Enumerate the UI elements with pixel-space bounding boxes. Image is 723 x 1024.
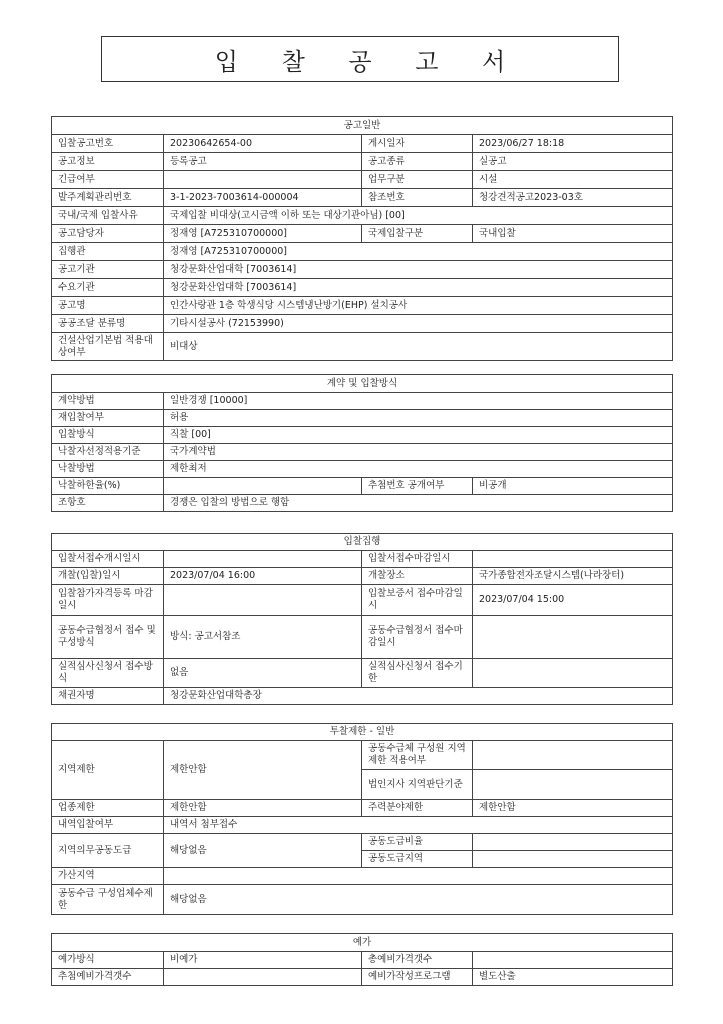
field-label: 채권자명 bbox=[52, 688, 164, 705]
field-value: 청강문화산업대학 [7003614] bbox=[164, 279, 673, 297]
field-label: 공동수급체 구성원 지역제한 적용여부 bbox=[362, 741, 473, 770]
field-label: 공고명 bbox=[52, 297, 164, 315]
field-value: 청강견적공고2023-03호 bbox=[473, 189, 673, 207]
field-value: 2023/07/04 15:00 bbox=[473, 585, 673, 616]
field-label: 예가방식 bbox=[52, 952, 164, 969]
field-value: 국가계약법 bbox=[164, 444, 673, 461]
section-header: 공고일반 bbox=[52, 117, 673, 135]
field-label: 공동수급협정서 접수마감일시 bbox=[362, 616, 473, 659]
field-label: 국내/국제 입찰사유 bbox=[52, 207, 164, 225]
field-value: 실공고 bbox=[473, 153, 673, 171]
field-value: 제한안함 bbox=[473, 800, 673, 817]
field-label: 총예비가격갯수 bbox=[362, 952, 473, 969]
field-label: 입찰참가자격등록 마감일시 bbox=[52, 585, 164, 616]
field-label: 추첨번호 공개여부 bbox=[362, 478, 473, 495]
section-price-table bbox=[51, 933, 673, 986]
field-value: 기타시설공사 (72153990) bbox=[164, 315, 673, 333]
field-value: 내역서 첨부접수 bbox=[164, 817, 673, 834]
field-value bbox=[164, 478, 362, 495]
field-label: 입찰방식 bbox=[52, 427, 164, 444]
field-label: 재입찰여부 bbox=[52, 410, 164, 427]
field-label: 지역제한 bbox=[52, 741, 164, 800]
section-execution-table bbox=[51, 533, 673, 705]
field-value: 해당없음 bbox=[164, 834, 362, 868]
field-label: 수요기관 bbox=[52, 279, 164, 297]
field-label: 게시일자 bbox=[362, 135, 473, 153]
field-label: 업종제한 bbox=[52, 800, 164, 817]
field-value: 제한최저 bbox=[164, 461, 673, 478]
field-value: 직찰 [00] bbox=[164, 427, 673, 444]
field-value: 경쟁은 입찰의 방법으로 행함 bbox=[164, 495, 673, 512]
field-label: 공동수급 구성업체수제한 bbox=[52, 885, 164, 915]
field-value: 청강문화산업대학총장 bbox=[164, 688, 673, 705]
field-value bbox=[164, 868, 673, 885]
field-label: 추첨예비가격갯수 bbox=[52, 969, 164, 986]
field-label: 국제입찰구분 bbox=[362, 225, 473, 243]
field-value: 별도산출 bbox=[473, 969, 673, 986]
field-value bbox=[164, 551, 362, 568]
field-label: 개찰(입찰)일시 bbox=[52, 568, 164, 585]
field-label: 조항호 bbox=[52, 495, 164, 512]
field-value: 없음 bbox=[164, 659, 362, 688]
field-value: 시설 bbox=[473, 171, 673, 189]
field-label: 건설산업기본법 적용대상여부 bbox=[52, 333, 164, 361]
field-value: 등록공고 bbox=[164, 153, 362, 171]
field-value bbox=[473, 551, 673, 568]
field-label: 공고담당자 bbox=[52, 225, 164, 243]
field-label: 입찰공고번호 bbox=[52, 135, 164, 153]
section-header: 입찰집행 bbox=[52, 534, 673, 551]
field-value: 제한안함 bbox=[164, 741, 362, 800]
field-label: 실적심사신청서 접수기한 bbox=[362, 659, 473, 688]
field-value: 국가종합전자조달시스템(나라장터) bbox=[473, 568, 673, 585]
section-header: 투찰제한 - 일반 bbox=[52, 724, 673, 741]
field-value bbox=[473, 952, 673, 969]
field-value: 정재영 [A725310700000] bbox=[164, 225, 362, 243]
field-value bbox=[473, 741, 673, 770]
field-value: 해당없음 bbox=[164, 885, 673, 915]
field-value: 비공개 bbox=[473, 478, 673, 495]
field-value: 국내입찰 bbox=[473, 225, 673, 243]
field-value: 2023/07/04 16:00 bbox=[164, 568, 362, 585]
field-label: 긴급여부 bbox=[52, 171, 164, 189]
field-label: 예비가작성프로그램 bbox=[362, 969, 473, 986]
field-label: 주력분야제한 bbox=[362, 800, 473, 817]
field-label: 공동도급지역 bbox=[362, 851, 473, 868]
field-label: 공동수급협정서 접수 및 구성방식 bbox=[52, 616, 164, 659]
field-value: 정재영 [A725310700000] bbox=[164, 243, 673, 261]
field-value: 방식: 공고서참조 bbox=[164, 616, 362, 659]
document-title-box bbox=[101, 36, 619, 82]
field-label: 낙찰방법 bbox=[52, 461, 164, 478]
section-contract-table bbox=[51, 374, 673, 512]
field-label: 개찰장소 bbox=[362, 568, 473, 585]
field-value: 허용 bbox=[164, 410, 673, 427]
field-value: 인간사랑관 1층 학생식당 시스템냉난방기(EHP) 설치공사 bbox=[164, 297, 673, 315]
field-label: 공고정보 bbox=[52, 153, 164, 171]
field-label: 발주계획관리번호 bbox=[52, 189, 164, 207]
field-label: 지역의무공동도급 bbox=[52, 834, 164, 868]
field-value bbox=[164, 171, 362, 189]
field-label: 입찰서접수마감일시 bbox=[362, 551, 473, 568]
field-value bbox=[473, 834, 673, 851]
document-title: 입 찰 공 고 서 bbox=[214, 47, 524, 76]
field-value: 20230642654-00 bbox=[164, 135, 362, 153]
field-value bbox=[473, 770, 673, 800]
field-label: 내역입찰여부 bbox=[52, 817, 164, 834]
field-label: 참조번호 bbox=[362, 189, 473, 207]
field-label: 공고기관 bbox=[52, 261, 164, 279]
field-value bbox=[473, 616, 673, 659]
field-value: 일반경쟁 [10000] bbox=[164, 393, 673, 410]
section-header: 예가 bbox=[52, 934, 673, 952]
field-label: 입찰서접수개시일시 bbox=[52, 551, 164, 568]
field-label: 업무구분 bbox=[362, 171, 473, 189]
field-label: 계약방법 bbox=[52, 393, 164, 410]
field-value bbox=[473, 659, 673, 688]
field-value: 국제입찰 비대상(고시금액 이하 또는 대상기관아님) [00] bbox=[164, 207, 673, 225]
field-value bbox=[164, 585, 362, 616]
field-label: 실적심사신청서 접수방식 bbox=[52, 659, 164, 688]
field-value: 2023/06/27 18:18 bbox=[473, 135, 673, 153]
field-label: 낙찰자선정적용기준 bbox=[52, 444, 164, 461]
field-value bbox=[164, 969, 362, 986]
field-label: 공공조달 분류명 bbox=[52, 315, 164, 333]
field-label: 가산지역 bbox=[52, 868, 164, 885]
field-label: 법인지사 지역판단기준 bbox=[362, 770, 473, 800]
field-label: 낙찰하한율(%) bbox=[52, 478, 164, 495]
field-label: 공동도급비율 bbox=[362, 834, 473, 851]
section-restriction-table bbox=[51, 723, 673, 915]
field-value: 제한안함 bbox=[164, 800, 362, 817]
field-value: 비예가 bbox=[164, 952, 362, 969]
section-header: 계약 및 입찰방식 bbox=[52, 375, 673, 393]
field-value: 청강문화산업대학 [7003614] bbox=[164, 261, 673, 279]
field-label: 공고종류 bbox=[362, 153, 473, 171]
field-label: 집행관 bbox=[52, 243, 164, 261]
field-label: 입찰보증서 접수마감일시 bbox=[362, 585, 473, 616]
section-general-table bbox=[51, 116, 673, 361]
field-value: 3-1-2023-7003614-000004 bbox=[164, 189, 362, 207]
field-value bbox=[473, 851, 673, 868]
field-value: 비대상 bbox=[164, 333, 673, 361]
